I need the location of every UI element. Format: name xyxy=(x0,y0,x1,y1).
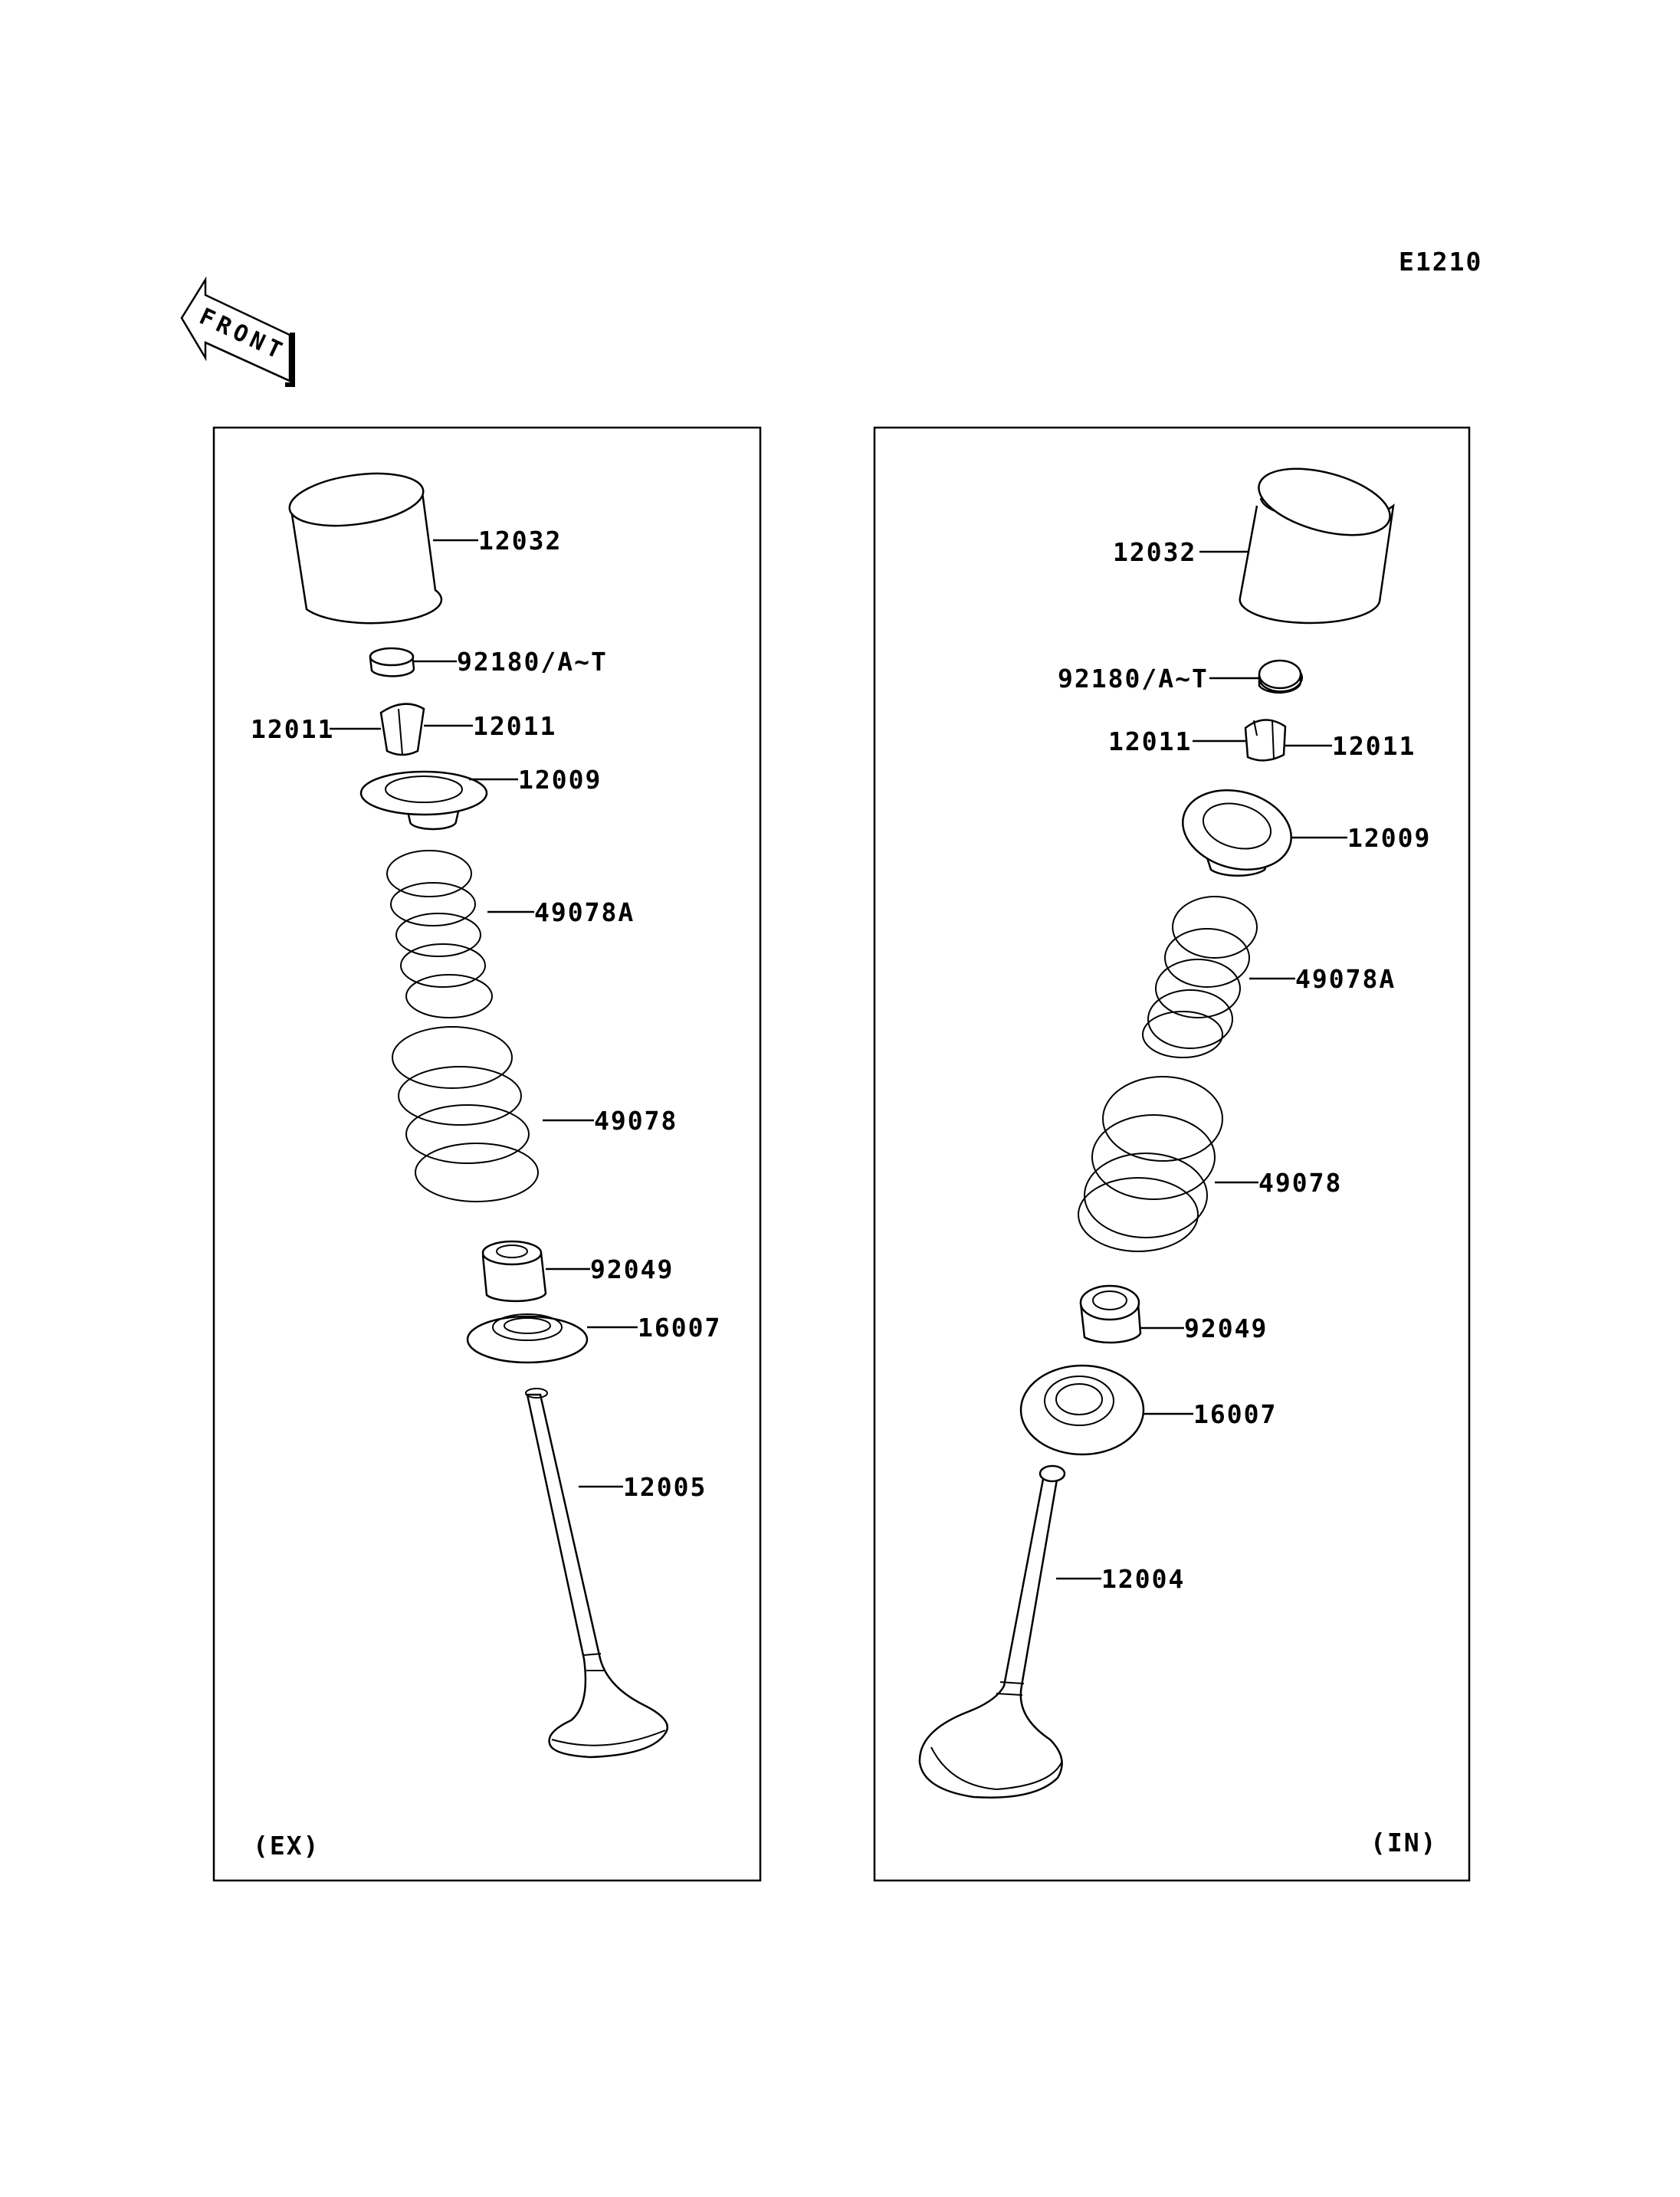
ex-retainer xyxy=(361,772,487,829)
ex-spring-seat-label: 16007 xyxy=(638,1313,722,1343)
in-stem-seal xyxy=(1081,1286,1140,1343)
in-valve xyxy=(920,1466,1065,1798)
exhaust-panel xyxy=(214,428,760,1881)
in-shim-label: 92180/A~T xyxy=(1058,664,1209,694)
in-cotter xyxy=(1245,720,1285,760)
in-valve-label: 12004 xyxy=(1101,1564,1186,1594)
ex-tappet-label: 12032 xyxy=(478,526,563,556)
ex-caption: (EX) xyxy=(253,1831,320,1861)
ex-inner-spring-label: 49078A xyxy=(534,897,635,927)
in-cotter-left-label: 12011 xyxy=(1108,726,1193,756)
in-spring-seat-label: 16007 xyxy=(1193,1399,1278,1429)
diagram-code: E1210 xyxy=(1399,247,1483,277)
intake-panel xyxy=(874,428,1469,1881)
ex-stem-seal xyxy=(483,1241,546,1301)
front-arrow-icon xyxy=(182,280,293,385)
in-caption: (IN) xyxy=(1370,1828,1438,1858)
in-retainer-label: 12009 xyxy=(1347,823,1432,853)
ex-shim-label: 92180/A~T xyxy=(457,647,608,677)
in-tappet-label: 12032 xyxy=(1113,537,1197,567)
in-shim xyxy=(1259,661,1302,693)
ex-cotter-right-label: 12011 xyxy=(473,711,557,741)
ex-stem-seal-label: 92049 xyxy=(590,1254,674,1284)
exhaust-panel-frame xyxy=(214,428,760,1881)
ex-spring-seat xyxy=(468,1314,587,1362)
intake-panel-frame xyxy=(874,428,1469,1881)
ex-inner-spring xyxy=(387,851,492,1018)
in-cotter-right-label: 12011 xyxy=(1332,731,1416,761)
ex-outer-spring xyxy=(392,1027,538,1202)
in-spring-seat xyxy=(1021,1366,1144,1454)
ex-valve xyxy=(526,1389,668,1757)
in-tappet xyxy=(1240,457,1397,623)
front-label: FRONT xyxy=(195,303,290,367)
in-inner-spring xyxy=(1143,897,1257,1058)
ex-cotter-left-label: 12011 xyxy=(251,714,335,744)
ex-cotter xyxy=(381,704,424,755)
ex-valve-label: 12005 xyxy=(623,1472,707,1502)
in-outer-spring xyxy=(1078,1077,1222,1251)
ex-retainer-label: 12009 xyxy=(518,765,602,795)
ex-tappet xyxy=(286,466,441,623)
in-stem-seal-label: 92049 xyxy=(1184,1313,1268,1343)
in-retainer xyxy=(1174,779,1301,881)
ex-outer-spring-label: 49078 xyxy=(594,1106,678,1136)
in-outer-spring-label: 49078 xyxy=(1258,1168,1343,1198)
in-inner-spring-label: 49078A xyxy=(1295,964,1396,994)
ex-shim xyxy=(370,648,414,676)
